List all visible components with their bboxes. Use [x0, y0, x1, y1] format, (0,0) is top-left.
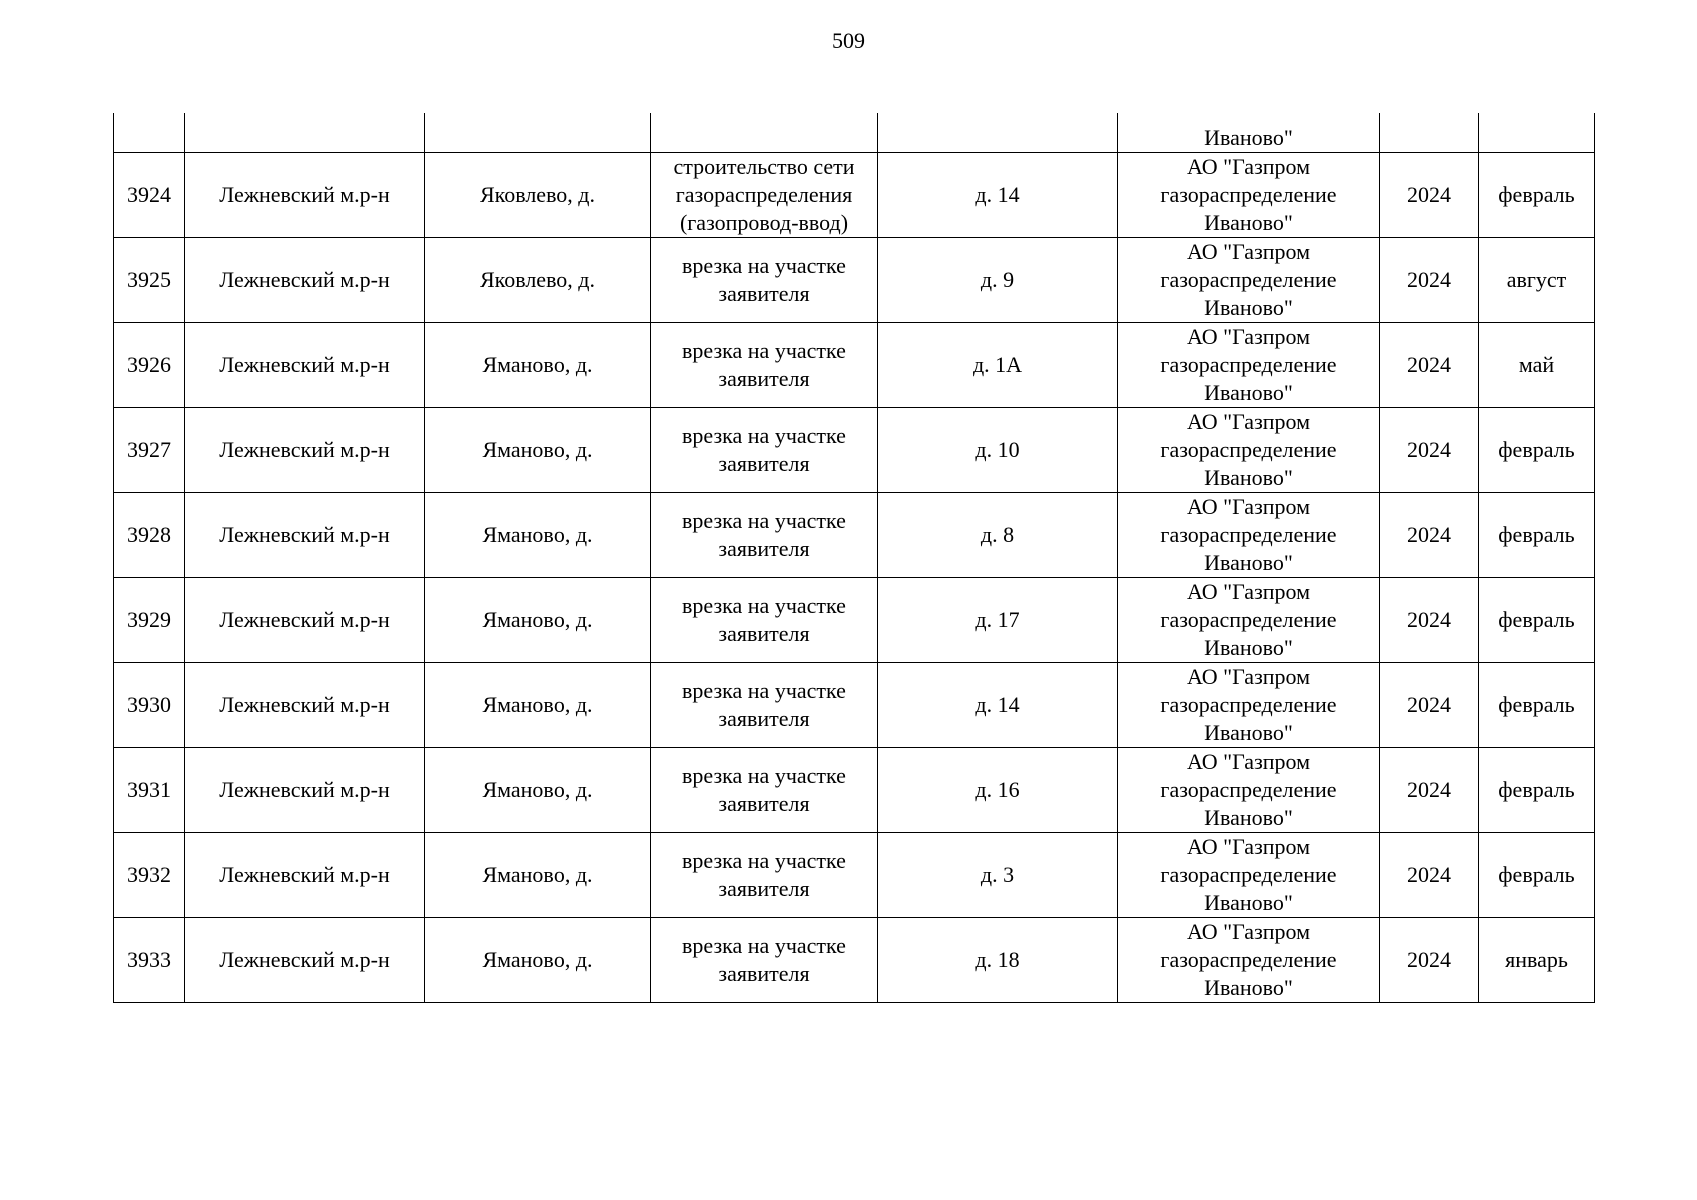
cell-district: Лежневский м.р-н	[185, 152, 425, 237]
cell-district: Лежневский м.р-н	[185, 237, 425, 322]
cell-locality: Яковлево, д.	[425, 237, 651, 322]
cell-work-type: врезка на участке заявителя	[651, 832, 878, 917]
cell-year: 2024	[1380, 152, 1479, 237]
table-row	[114, 152, 1595, 237]
cell-locality: Ямановo, д.	[425, 407, 651, 492]
cell-month: август	[1479, 237, 1595, 322]
cell-year	[1380, 113, 1479, 152]
cell-year: 2024	[1380, 577, 1479, 662]
cell-organization: Иваново"	[1118, 113, 1380, 152]
cell-year: 2024	[1380, 917, 1479, 1002]
cell-number	[114, 113, 185, 152]
table-row	[114, 322, 1595, 407]
cell-year: 2024	[1380, 407, 1479, 492]
cell-district: Лежневский м.р-н	[185, 577, 425, 662]
cell-year: 2024	[1380, 832, 1479, 917]
cell-organization: АО "Газпром газораспределение Иваново"	[1118, 237, 1380, 322]
cell-work-type: строительство сети газораспределения (газопровод-ввод)	[651, 152, 878, 237]
table-row	[114, 747, 1595, 832]
cell-address: д. 10	[878, 407, 1118, 492]
cell-month: февраль	[1479, 747, 1595, 832]
cell-locality: Ямановo, д.	[425, 747, 651, 832]
cell-work-type: врезка на участке заявителя	[651, 747, 878, 832]
cell-number: 3929	[114, 577, 185, 662]
cell-work-type: врезка на участке заявителя	[651, 492, 878, 577]
cell-district: Лежневский м.р-н	[185, 322, 425, 407]
cell-locality: Ямановo, д.	[425, 662, 651, 747]
cell-work-type: врезка на участке заявителя	[651, 662, 878, 747]
table-row	[114, 237, 1595, 322]
cell-address: д. 16	[878, 747, 1118, 832]
cell-organization: АО "Газпром газораспределение Иваново"	[1118, 747, 1380, 832]
cell-address: д. 3	[878, 832, 1118, 917]
cell-number: 3925	[114, 237, 185, 322]
cell-locality: Ямановo, д.	[425, 577, 651, 662]
cell-work-type: врезка на участке заявителя	[651, 237, 878, 322]
cell-address: д. 14	[878, 152, 1118, 237]
cell-month: май	[1479, 322, 1595, 407]
cell-month: февраль	[1479, 152, 1595, 237]
cell-month: январь	[1479, 917, 1595, 1002]
cell-number: 3932	[114, 832, 185, 917]
cell-year: 2024	[1380, 237, 1479, 322]
cell-address: д. 8	[878, 492, 1118, 577]
cell-number: 3924	[114, 152, 185, 237]
cell-work-type: врезка на участке заявителя	[651, 407, 878, 492]
table-row	[114, 662, 1595, 747]
page-number: 509	[832, 28, 865, 53]
cell-address: д. 9	[878, 237, 1118, 322]
table-row	[114, 577, 1595, 662]
cell-work-type: врезка на участке заявителя	[651, 917, 878, 1002]
cell-organization: АО "Газпром газораспределение Иваново"	[1118, 577, 1380, 662]
cell-month: февраль	[1479, 832, 1595, 917]
cell-address: д. 17	[878, 577, 1118, 662]
cell-organization: АО "Газпром газораспределение Иваново"	[1118, 152, 1380, 237]
cell-month: февраль	[1479, 492, 1595, 577]
cell-organization: АО "Газпром газораспределение Иваново"	[1118, 322, 1380, 407]
cell-month	[1479, 113, 1595, 152]
cell-work-type: врезка на участке заявителя	[651, 577, 878, 662]
cell-number: 3926	[114, 322, 185, 407]
table-row	[114, 917, 1595, 1002]
table-row	[114, 407, 1595, 492]
cell-district: Лежневский м.р-н	[185, 832, 425, 917]
cell-locality	[425, 113, 651, 152]
cell-address	[878, 113, 1118, 152]
cell-locality: Ямановo, д.	[425, 917, 651, 1002]
cell-district: Лежневский м.р-н	[185, 662, 425, 747]
cell-organization: АО "Газпром газораспределение Иваново"	[1118, 492, 1380, 577]
cell-district: Лежневский м.р-н	[185, 407, 425, 492]
cell-locality: Ямановo, д.	[425, 322, 651, 407]
cell-address: д. 14	[878, 662, 1118, 747]
table-row	[114, 492, 1595, 577]
cell-year: 2024	[1380, 322, 1479, 407]
cell-locality: Ямановo, д.	[425, 492, 651, 577]
table-row-continuation	[114, 113, 1595, 152]
cell-year: 2024	[1380, 492, 1479, 577]
cell-address: д. 1А	[878, 322, 1118, 407]
cell-district	[185, 113, 425, 152]
cell-locality: Ямановo, д.	[425, 832, 651, 917]
cell-number: 3933	[114, 917, 185, 1002]
cell-number: 3930	[114, 662, 185, 747]
table-row	[114, 832, 1595, 917]
cell-organization: АО "Газпром газораспределение Иваново"	[1118, 917, 1380, 1002]
cell-number: 3931	[114, 747, 185, 832]
cell-work-type	[651, 113, 878, 152]
cell-district: Лежневский м.р-н	[185, 492, 425, 577]
cell-work-type: врезка на участке заявителя	[651, 322, 878, 407]
cell-locality: Яковлево, д.	[425, 152, 651, 237]
cell-year: 2024	[1380, 662, 1479, 747]
gas-connection-table	[113, 113, 1595, 1003]
cell-month: февраль	[1479, 407, 1595, 492]
cell-month: февраль	[1479, 577, 1595, 662]
cell-number: 3927	[114, 407, 185, 492]
cell-district: Лежневский м.р-н	[185, 747, 425, 832]
cell-address: д. 18	[878, 917, 1118, 1002]
cell-number: 3928	[114, 492, 185, 577]
cell-year: 2024	[1380, 747, 1479, 832]
cell-organization: АО "Газпром газораспределение Иваново"	[1118, 407, 1380, 492]
cell-organization: АО "Газпром газораспределение Иваново"	[1118, 662, 1380, 747]
cell-district: Лежневский м.р-н	[185, 917, 425, 1002]
cell-month: февраль	[1479, 662, 1595, 747]
cell-organization: АО "Газпром газораспределение Иваново"	[1118, 832, 1380, 917]
